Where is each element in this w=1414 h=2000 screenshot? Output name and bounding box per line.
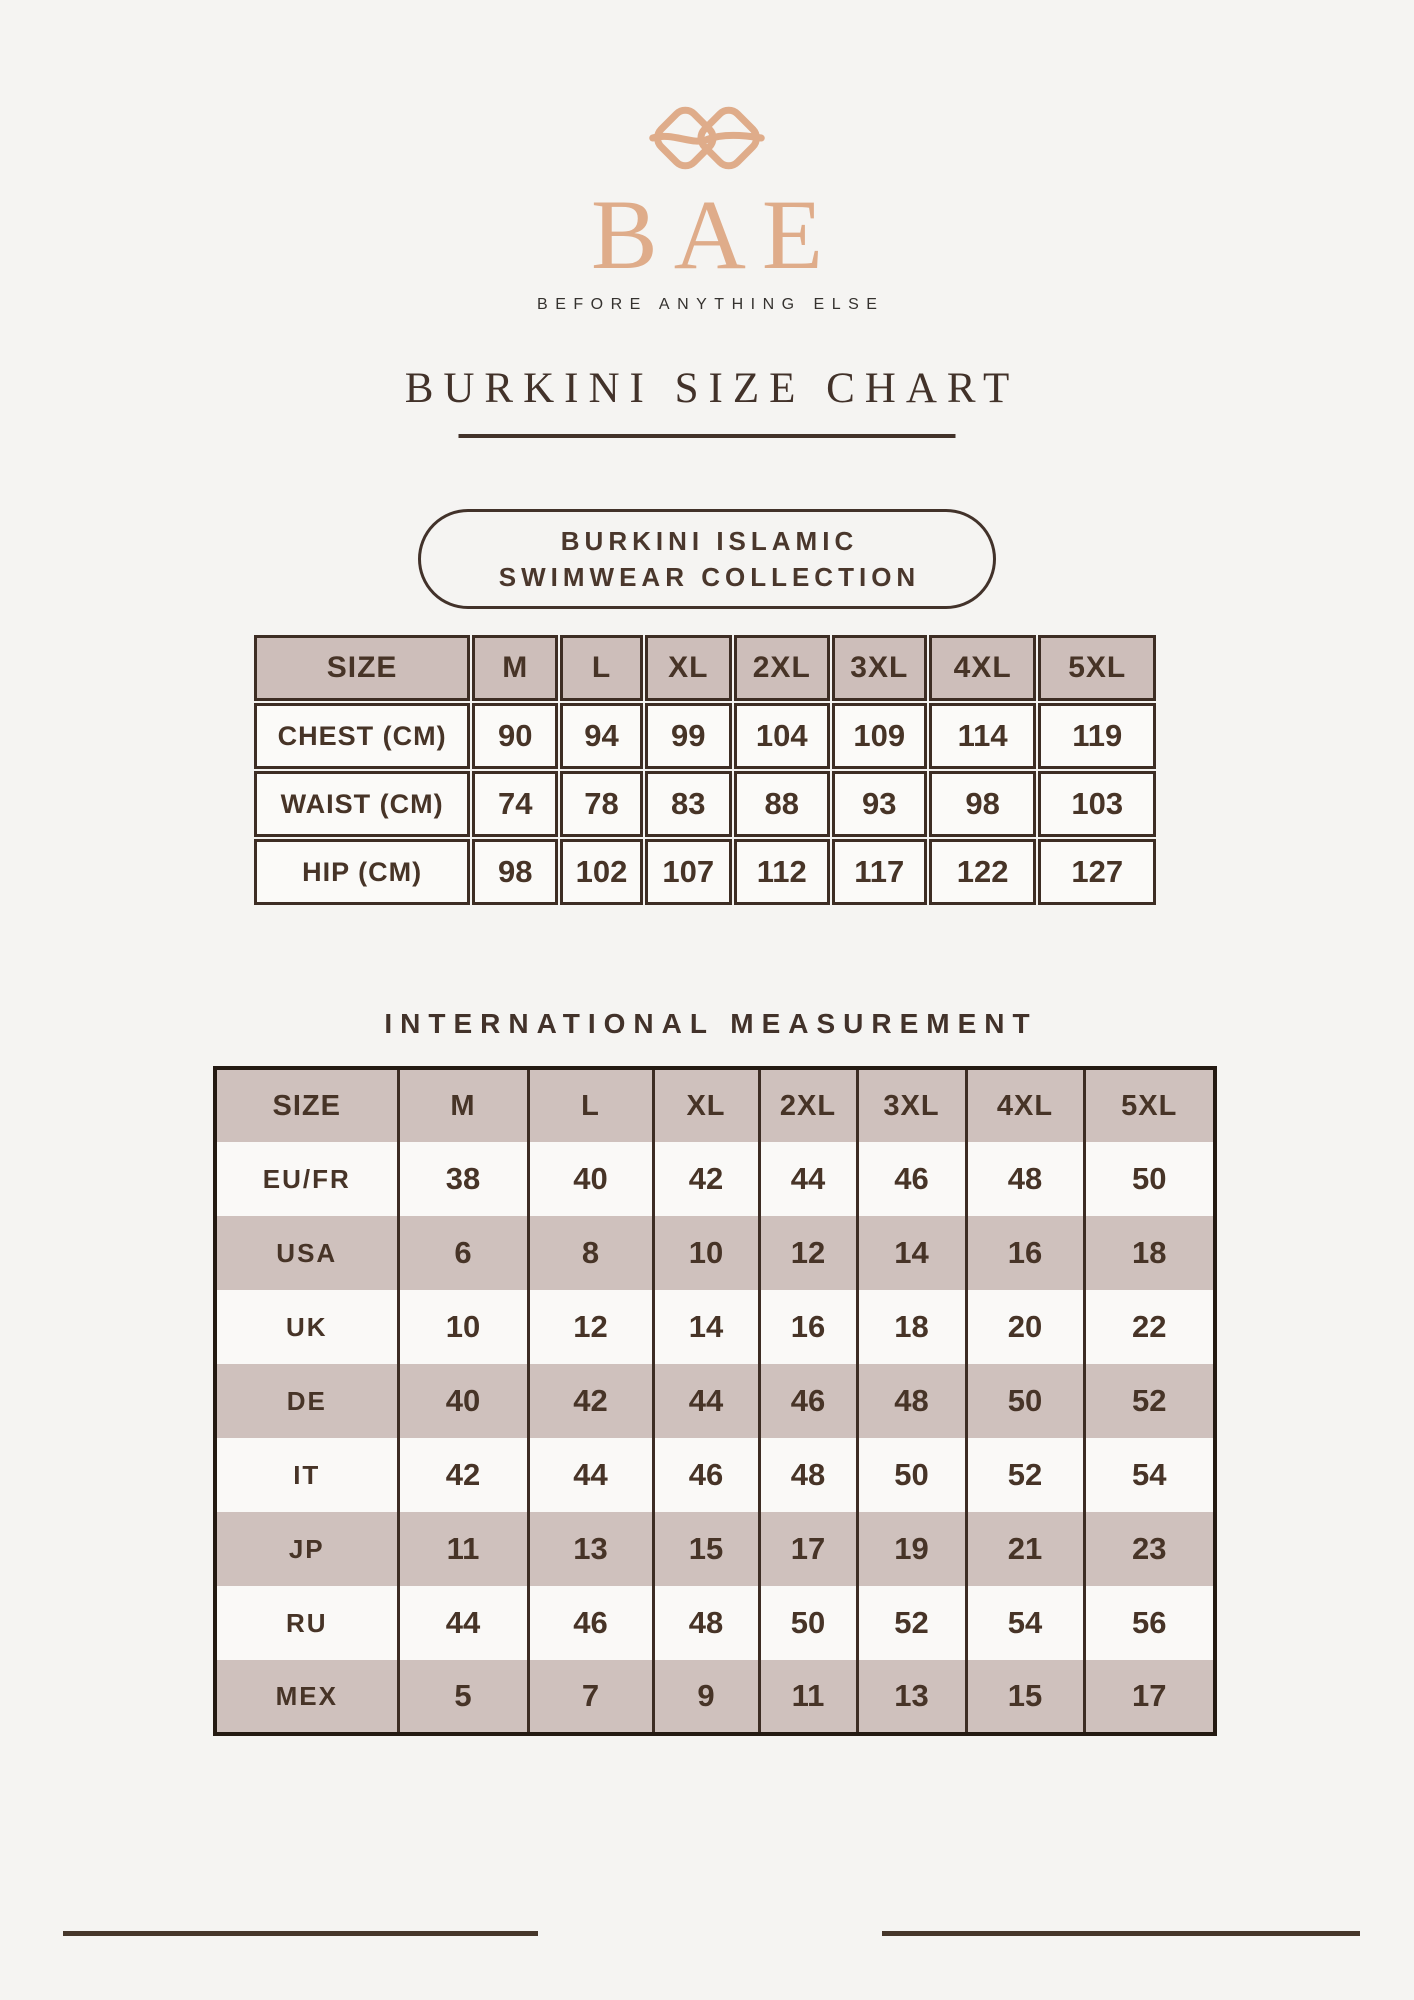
brand-name: BAE: [591, 179, 839, 290]
value-cell: 5: [398, 1660, 528, 1734]
table-row-it: [215, 1438, 1215, 1512]
value-cell: 21: [966, 1512, 1084, 1586]
table-row-hip-cm-: [254, 839, 1156, 905]
value-cell: 52: [857, 1586, 966, 1660]
row-label: CHEST (CM): [254, 703, 470, 769]
value-cell: 23: [1084, 1512, 1215, 1586]
value-cell: 122: [929, 839, 1037, 905]
value-cell: 56: [1084, 1586, 1215, 1660]
table-row-jp: [215, 1512, 1215, 1586]
row-label: WAIST (CM): [254, 771, 470, 837]
value-cell: 54: [966, 1586, 1084, 1660]
header-row: [254, 635, 1156, 701]
row-label: RU: [215, 1586, 398, 1660]
value-cell: 46: [653, 1438, 759, 1512]
badge-line-2: SWIMWEAR COLLECTION: [498, 561, 921, 592]
value-cell: 46: [857, 1142, 966, 1216]
column-header-2xl: 2XL: [759, 1068, 857, 1142]
value-cell: 48: [653, 1586, 759, 1660]
value-cell: 46: [759, 1364, 857, 1438]
value-cell: 127: [1038, 839, 1156, 905]
badge-line-1: BURKINI ISLAMIC: [560, 525, 859, 556]
table-row-mex: [215, 1660, 1215, 1734]
value-cell: 9: [653, 1660, 759, 1734]
international-size-table: [213, 1066, 1217, 1736]
row-label: EU/FR: [215, 1142, 398, 1216]
value-cell: 78: [560, 771, 643, 837]
row-label: UK: [215, 1290, 398, 1364]
value-cell: 107: [645, 839, 732, 905]
column-header-2xl: 2XL: [734, 635, 830, 701]
brand-tagline: BEFORE ANYTHING ELSE: [537, 296, 885, 313]
value-cell: 15: [966, 1660, 1084, 1734]
value-cell: 117: [832, 839, 927, 905]
table-row-waist-cm-: [254, 771, 1156, 837]
value-cell: 42: [653, 1142, 759, 1216]
value-cell: 18: [857, 1290, 966, 1364]
value-cell: 48: [759, 1438, 857, 1512]
lips-icon: [645, 100, 769, 176]
value-cell: 44: [528, 1438, 653, 1512]
column-header-l: L: [560, 635, 643, 701]
value-cell: 99: [645, 703, 732, 769]
value-cell: 46: [528, 1586, 653, 1660]
value-cell: 10: [653, 1216, 759, 1290]
table-row-usa: [215, 1216, 1215, 1290]
value-cell: 12: [759, 1216, 857, 1290]
value-cell: 14: [653, 1290, 759, 1364]
value-cell: 17: [1084, 1660, 1215, 1734]
value-cell: 98: [929, 771, 1037, 837]
value-cell: 8: [528, 1216, 653, 1290]
column-header-m: M: [472, 635, 558, 701]
value-cell: 104: [734, 703, 830, 769]
column-header-m: M: [398, 1068, 528, 1142]
table-row-ru: [215, 1586, 1215, 1660]
value-cell: 13: [857, 1660, 966, 1734]
table-row-uk: [215, 1290, 1215, 1364]
column-header-size: SIZE: [254, 635, 470, 701]
column-header-3xl: 3XL: [857, 1068, 966, 1142]
value-cell: 19: [857, 1512, 966, 1586]
column-header-4xl: 4XL: [966, 1068, 1084, 1142]
value-cell: 112: [734, 839, 830, 905]
value-cell: 11: [398, 1512, 528, 1586]
title-underline: [459, 434, 956, 438]
value-cell: 13: [528, 1512, 653, 1586]
value-cell: 22: [1084, 1290, 1215, 1364]
value-cell: 15: [653, 1512, 759, 1586]
value-cell: 42: [398, 1438, 528, 1512]
value-cell: 40: [398, 1364, 528, 1438]
value-cell: 119: [1038, 703, 1156, 769]
value-cell: 98: [472, 839, 558, 905]
value-cell: 102: [560, 839, 643, 905]
value-cell: 38: [398, 1142, 528, 1216]
column-header-xl: XL: [645, 635, 732, 701]
row-label: USA: [215, 1216, 398, 1290]
value-cell: 88: [734, 771, 830, 837]
collection-badge: [418, 509, 996, 609]
value-cell: 14: [857, 1216, 966, 1290]
value-cell: 10: [398, 1290, 528, 1364]
value-cell: 90: [472, 703, 558, 769]
international-heading: INTERNATIONAL MEASUREMENT: [384, 1008, 1038, 1039]
value-cell: 48: [966, 1142, 1084, 1216]
value-cell: 83: [645, 771, 732, 837]
value-cell: 94: [560, 703, 643, 769]
column-header-size: SIZE: [215, 1068, 398, 1142]
column-header-5xl: 5XL: [1038, 635, 1156, 701]
row-label: HIP (CM): [254, 839, 470, 905]
size-table-cm: [252, 633, 1158, 907]
table-row-de: [215, 1364, 1215, 1438]
column-header-xl: XL: [653, 1068, 759, 1142]
value-cell: 54: [1084, 1438, 1215, 1512]
value-cell: 44: [759, 1142, 857, 1216]
value-cell: 44: [653, 1364, 759, 1438]
value-cell: 74: [472, 771, 558, 837]
page-title: BURKINI SIZE CHART: [404, 365, 1020, 412]
value-cell: 18: [1084, 1216, 1215, 1290]
column-header-4xl: 4XL: [929, 635, 1037, 701]
value-cell: 6: [398, 1216, 528, 1290]
value-cell: 52: [1084, 1364, 1215, 1438]
value-cell: 50: [857, 1438, 966, 1512]
value-cell: 50: [966, 1364, 1084, 1438]
value-cell: 12: [528, 1290, 653, 1364]
column-header-3xl: 3XL: [832, 635, 927, 701]
table-row-eu-fr: [215, 1142, 1215, 1216]
table-row-chest-cm-: [254, 703, 1156, 769]
value-cell: 40: [528, 1142, 653, 1216]
value-cell: 11: [759, 1660, 857, 1734]
logo: [0, 100, 1414, 181]
row-label: IT: [215, 1438, 398, 1512]
value-cell: 16: [759, 1290, 857, 1364]
value-cell: 50: [1084, 1142, 1215, 1216]
value-cell: 7: [528, 1660, 653, 1734]
row-label: JP: [215, 1512, 398, 1586]
value-cell: 114: [929, 703, 1037, 769]
value-cell: 103: [1038, 771, 1156, 837]
value-cell: 48: [857, 1364, 966, 1438]
bottom-divider-right: [882, 1931, 1360, 1936]
value-cell: 20: [966, 1290, 1084, 1364]
value-cell: 52: [966, 1438, 1084, 1512]
row-label: DE: [215, 1364, 398, 1438]
value-cell: 93: [832, 771, 927, 837]
value-cell: 109: [832, 703, 927, 769]
column-header-5xl: 5XL: [1084, 1068, 1215, 1142]
value-cell: 44: [398, 1586, 528, 1660]
header-row: [215, 1068, 1215, 1142]
row-label: MEX: [215, 1660, 398, 1734]
value-cell: 42: [528, 1364, 653, 1438]
bottom-divider-left: [63, 1931, 538, 1936]
value-cell: 16: [966, 1216, 1084, 1290]
column-header-l: L: [528, 1068, 653, 1142]
value-cell: 17: [759, 1512, 857, 1586]
value-cell: 50: [759, 1586, 857, 1660]
